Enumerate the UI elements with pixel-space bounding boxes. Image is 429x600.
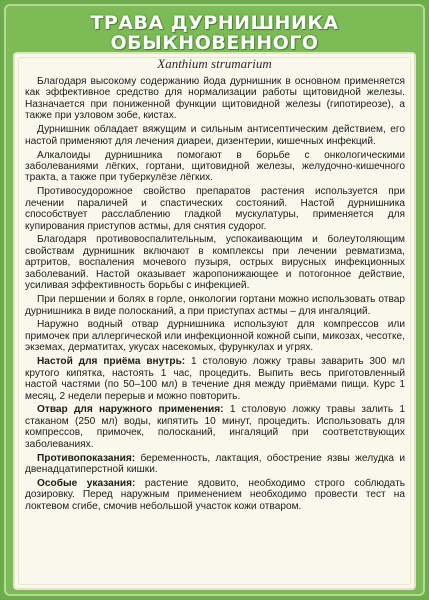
paragraph [25, 356, 405, 402]
paragraph [25, 186, 405, 232]
paragraph-label: Противопоказания: [37, 452, 136, 464]
paragraph-text: беременность, лактация, обострение язвы желудка и двенадцатиперстной кишки. [25, 452, 405, 476]
paragraph-text: Наружно водный отвар дурнишника используют для компрессов или примочек при аллергической или инфекционной кожной сыпи, микозах, чесотке, экземах, дерматитах, укусах насекомых, фурункулах и угрях. [25, 319, 405, 354]
paragraph-text: Противосудорожное свойство препаратов растения используется при лечении параличей и спастических состояний. Настой дурнишника способствует расслаблению гладкой мускулатуры, применяется для купирования приступов астмы, для снятия судорог. [25, 186, 405, 232]
paragraph-text: Дурнишник обладает вяжущим и сильным антисептическим действием, его настой применяют для лечения диареи, дизентерии, кишечных инфекций. [25, 124, 405, 147]
paragraph [25, 404, 405, 450]
paragraph [25, 319, 405, 353]
title-line-1: ТРАВА ДУРНИШНИКА [90, 12, 339, 34]
paragraph-label: Особые указания: [37, 477, 136, 489]
paragraph-label: Настой для приёма внутрь: [37, 356, 186, 368]
paragraph [25, 478, 405, 512]
paragraph-label: Отвар для наружного применения: [37, 404, 224, 416]
title-line-2: ОБЫКНОВЕННОГО [110, 32, 319, 54]
paragraph [25, 234, 405, 291]
paragraph [25, 124, 405, 147]
paragraph-text: Алкалоиды дурнишника помогают в борьбе с онкологическими заболеваниями лёгких, гортани, щитовидной железы, желудочно-кишечного тракта, а также при туберкулёзе лёгких. [25, 149, 405, 184]
paragraph-text: Благодаря высокому содержанию йода дурнишник в основном применяется как эффективное средство для нормализации работы щитовидной железы. Назначается при пониженной функции щитовидной железы (гипотиреозе), а также при узловом зобе, кистах. [25, 76, 405, 122]
paragraph-text: Благодаря противовоспалительным, успокаивающим и болеутоляющим свойствам дурнишник включают в комплексы при лечении ревматизма, артритов, воспаления мочевого пузыря, острых вирусных инфекционных заболеваний. Настой оказывает жаропонижающее и потогонное действие, усиливая эффективность борьбы с инфекцией. [25, 234, 405, 292]
latin-name: Xanthium strumarium [157, 56, 272, 71]
paragraph [25, 453, 405, 476]
paragraph-text: растение ядовито, необходимо строго соблюдать дозировку. Перед наружным применением необходимо провести тест на локтевом сгибе, смочив небольшой участок кожи отваром. [25, 477, 406, 512]
paragraph [25, 76, 405, 122]
paragraph-text: 1 столовую ложку травы заварить 300 мл крутого кипятка, настоять 1 час, процедить. Выпить весь приготовленный настой частями (по 50–100 мл) в течение дня между приёмами пищи. Курс 1 месяц, 2 недели перерыв и можно повторить. [25, 356, 405, 402]
paragraph-text: При першении и болях в горле, онкологии гортани можно использовать отвар дурнишника в виде полосканий, а при приступах астмы – для ингаляций. [25, 294, 405, 317]
paragraph [25, 294, 405, 317]
paragraph-text: 1 столовую ложку травы залить 1 стаканом (250 мл) воды, кипятить 10 минут, процедить. Использовать для компрессов, примочек, полосканий, ингаляций при соответствующих заболеваниях. [25, 404, 405, 450]
description-body [25, 76, 405, 515]
paragraph [25, 150, 405, 184]
